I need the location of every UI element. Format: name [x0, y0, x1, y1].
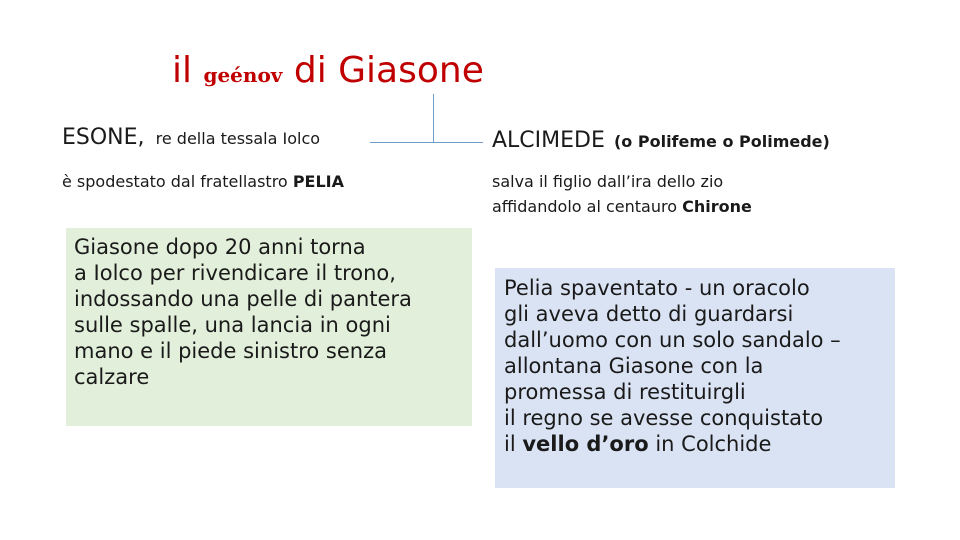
jason-line: sulle spalle, una lancia in ogni: [74, 313, 391, 337]
chirone-name: Chirone: [682, 197, 752, 216]
father-fate-text: è spodestato dal fratellastro: [62, 172, 293, 191]
pelia-name: PELIA: [292, 172, 344, 191]
mother-action-line1: salva il figlio dall’ira dello zio: [492, 172, 724, 191]
mother-alt-names: (o Polifeme o Polimede): [613, 132, 830, 151]
mother-heading: [492, 128, 830, 153]
pelia-line: Pelia spaventato - un oracolo: [504, 276, 810, 300]
father-name: ESONE,: [62, 125, 145, 150]
pelia-last-prefix: il: [504, 432, 523, 456]
mother-action-line2: [492, 197, 752, 216]
title-suffix: di Giasone: [293, 50, 484, 91]
title-greek-word: geénov: [203, 63, 283, 87]
jason-line: mano e il piede sinistro senza: [74, 339, 387, 363]
connector-title-stem: [433, 94, 434, 142]
mother-name: ALCIMEDE: [492, 128, 605, 153]
pelia-line: dall’uomo con un solo sandalo –: [504, 328, 841, 352]
pelia-line: promessa di restituirgli: [504, 380, 746, 404]
pelia-last-suffix: in Colchide: [648, 432, 772, 456]
title-prefix: il: [172, 50, 193, 91]
father-heading: [62, 125, 320, 150]
jason-line: calzare: [74, 365, 150, 389]
jason-line: a Iolco per rivendicare il trono,: [74, 261, 396, 285]
jason-return-box: [66, 228, 472, 426]
connector-horizontal: [370, 142, 483, 143]
mother-action-text: affidandolo al centauro: [492, 197, 683, 216]
jason-line: indossando una pelle di pantera: [74, 287, 412, 311]
pelia-line: gli aveva detto di guardarsi: [504, 302, 794, 326]
father-description: re della tessala Iolco: [155, 129, 321, 148]
pelia-line: il regno se avesse conquistato: [504, 406, 824, 430]
pelia-line-last: [504, 431, 895, 457]
golden-fleece: vello d’oro: [522, 432, 649, 456]
pelia-plan-box: [495, 268, 895, 488]
jason-line: Giasone dopo 20 anni torna: [74, 235, 366, 259]
pelia-line: allontana Giasone con la: [504, 354, 764, 378]
father-fate: [62, 172, 344, 191]
page-title: [172, 46, 484, 100]
